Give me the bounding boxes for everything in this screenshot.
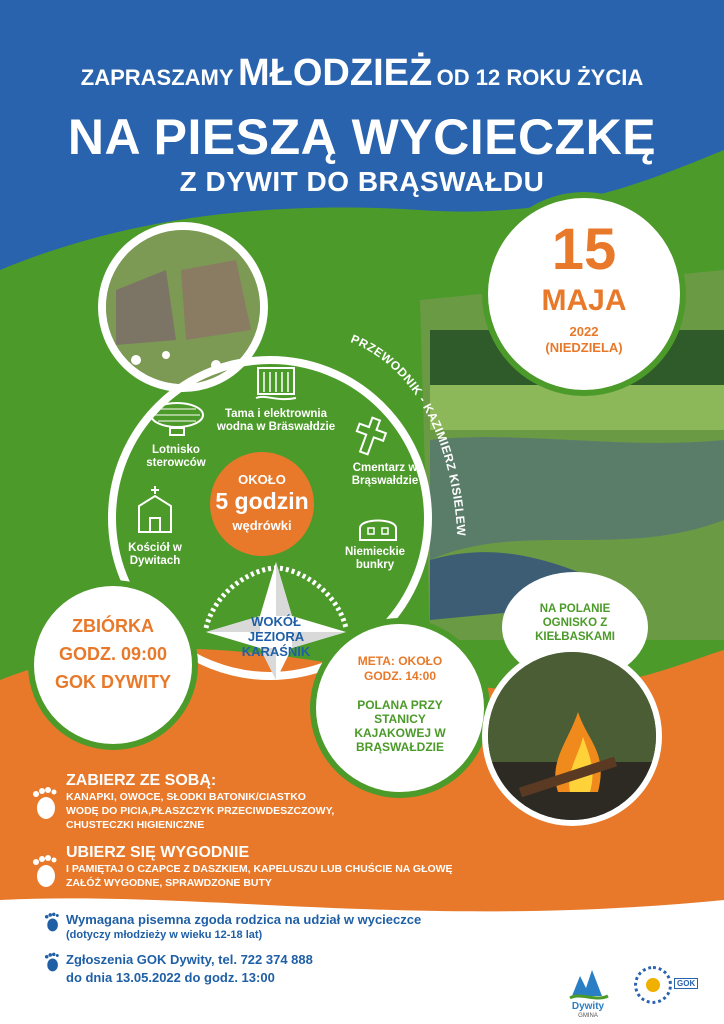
bring-list xyxy=(66,790,334,832)
dywity-logo-text: Dywity xyxy=(571,1001,605,1012)
consent-text: Wymagana pisemna zgoda rodzica na udział w wycieczce xyxy=(66,912,422,927)
dress-list xyxy=(66,862,453,890)
duration-hours: 5 godzin xyxy=(215,488,309,514)
header-age: OD 12 ROKU ŻYCIA xyxy=(436,65,644,90)
fire-image xyxy=(488,652,656,820)
airship-icon xyxy=(148,400,206,438)
guide-text: PRZEWODNIK - KAZIMIERZ KISIELEW xyxy=(348,331,469,537)
gok-logo-text: GOK xyxy=(674,978,698,989)
date-month: MAJA xyxy=(541,284,627,317)
date-circle xyxy=(482,192,686,396)
compass-line2: JEZIORA xyxy=(247,629,305,644)
gok-logo-sun-icon xyxy=(634,966,672,1004)
footprint-icon-dress xyxy=(28,854,62,888)
meeting-place: GOK DYWITY xyxy=(55,672,171,692)
finish-circle xyxy=(310,618,490,798)
duration-circle xyxy=(210,452,314,556)
meeting-time: GODZ. 09:00 xyxy=(58,644,168,664)
header-route: Z DYWIT DO BRĄSWAŁDU xyxy=(179,166,545,197)
date-day: 15 xyxy=(551,217,617,282)
footprint-icon-registration xyxy=(42,952,62,972)
finish-line1: META: OKOŁO xyxy=(357,654,443,668)
dam-icon xyxy=(254,364,298,404)
date-weekday: (NIEDZIELA) xyxy=(545,340,623,355)
date-year: 2022 xyxy=(569,324,599,339)
dywity-logo-subtext: GMINA xyxy=(578,1013,598,1019)
compass-line3: KARAŚNIK xyxy=(241,644,311,659)
poi-cemetery: Cmentarz w Brąswałdzie xyxy=(351,462,419,487)
dress-line: I PAMIĘTAJ O CZAPCE Z DASZKIEM, KAPELUSZU LUB CHUŚCIE NA GŁOWĘ xyxy=(66,863,453,875)
registration-deadline: do dnia 13.05.2022 do godz. 13:00 xyxy=(66,970,275,985)
poi-airfield: Lotnisko sterowców xyxy=(146,444,206,469)
church-icon xyxy=(134,484,176,534)
bonfire-text: NA POLANIE OGNISKO Z KIEŁBASKAMI xyxy=(535,603,615,643)
bunker-icon xyxy=(358,512,398,542)
dress-title: UBIERZ SIĘ WYGODNIE xyxy=(66,844,250,861)
duration-walk: wędrówki xyxy=(232,518,292,533)
duration-about: OKOŁO xyxy=(238,472,286,487)
poi-dam: Tama i elektrownia wodna w Bräswałdzie xyxy=(216,408,336,433)
compass-label xyxy=(218,614,334,659)
fire-photo xyxy=(482,646,662,826)
header-youth: MŁODZIEŻ xyxy=(237,52,433,94)
cemetery-cross-icon xyxy=(350,414,390,460)
header-line1 xyxy=(0,52,724,95)
finish-place: POLANA PRZY STANICY KAJAKOWEJ W BRĄSWAŁDZIE xyxy=(354,698,446,754)
poi-church: Kościół w Dywitach xyxy=(128,542,182,567)
gok-logo-center xyxy=(646,978,660,992)
dywity-logo-icon xyxy=(566,962,610,1002)
consent-note: (dotyczy młodzieży w wieku 12-18 lat) xyxy=(66,929,263,941)
footprint-icon-bring xyxy=(28,786,62,820)
bring-title: ZABIERZ ZE SOBĄ: xyxy=(66,772,217,789)
meeting-circle xyxy=(28,580,198,750)
compass-line1: WOKÓŁ xyxy=(251,614,301,629)
bring-line: WODĘ DO PICIA,PŁASZCZYK PRZECIWDESZCZOWY, xyxy=(66,805,335,817)
header-title: NA PIESZĄ WYCIECZKĘ xyxy=(67,109,657,165)
bring-line: CHUSTECZKI HIGIENICZNE xyxy=(66,819,205,831)
dress-line: ZAŁÓŻ WYGODNE, SPRAWDZONE BUTY xyxy=(66,877,272,889)
poi-bunkers: Niemieckie bunkry xyxy=(344,546,406,571)
finish-line2: GODZ. 14:00 xyxy=(363,669,437,683)
footprint-icon-consent xyxy=(42,912,62,932)
header-invite: ZAPRASZAMY xyxy=(80,65,234,90)
registration-phone: Zgłoszenia GOK Dywity, tel. 722 374 888 xyxy=(66,952,313,967)
bring-line: KANAPKI, OWOCE, SŁODKI BATONIK/CIASTKO xyxy=(66,791,306,803)
meeting-title: ZBIÓRKA xyxy=(72,616,154,636)
